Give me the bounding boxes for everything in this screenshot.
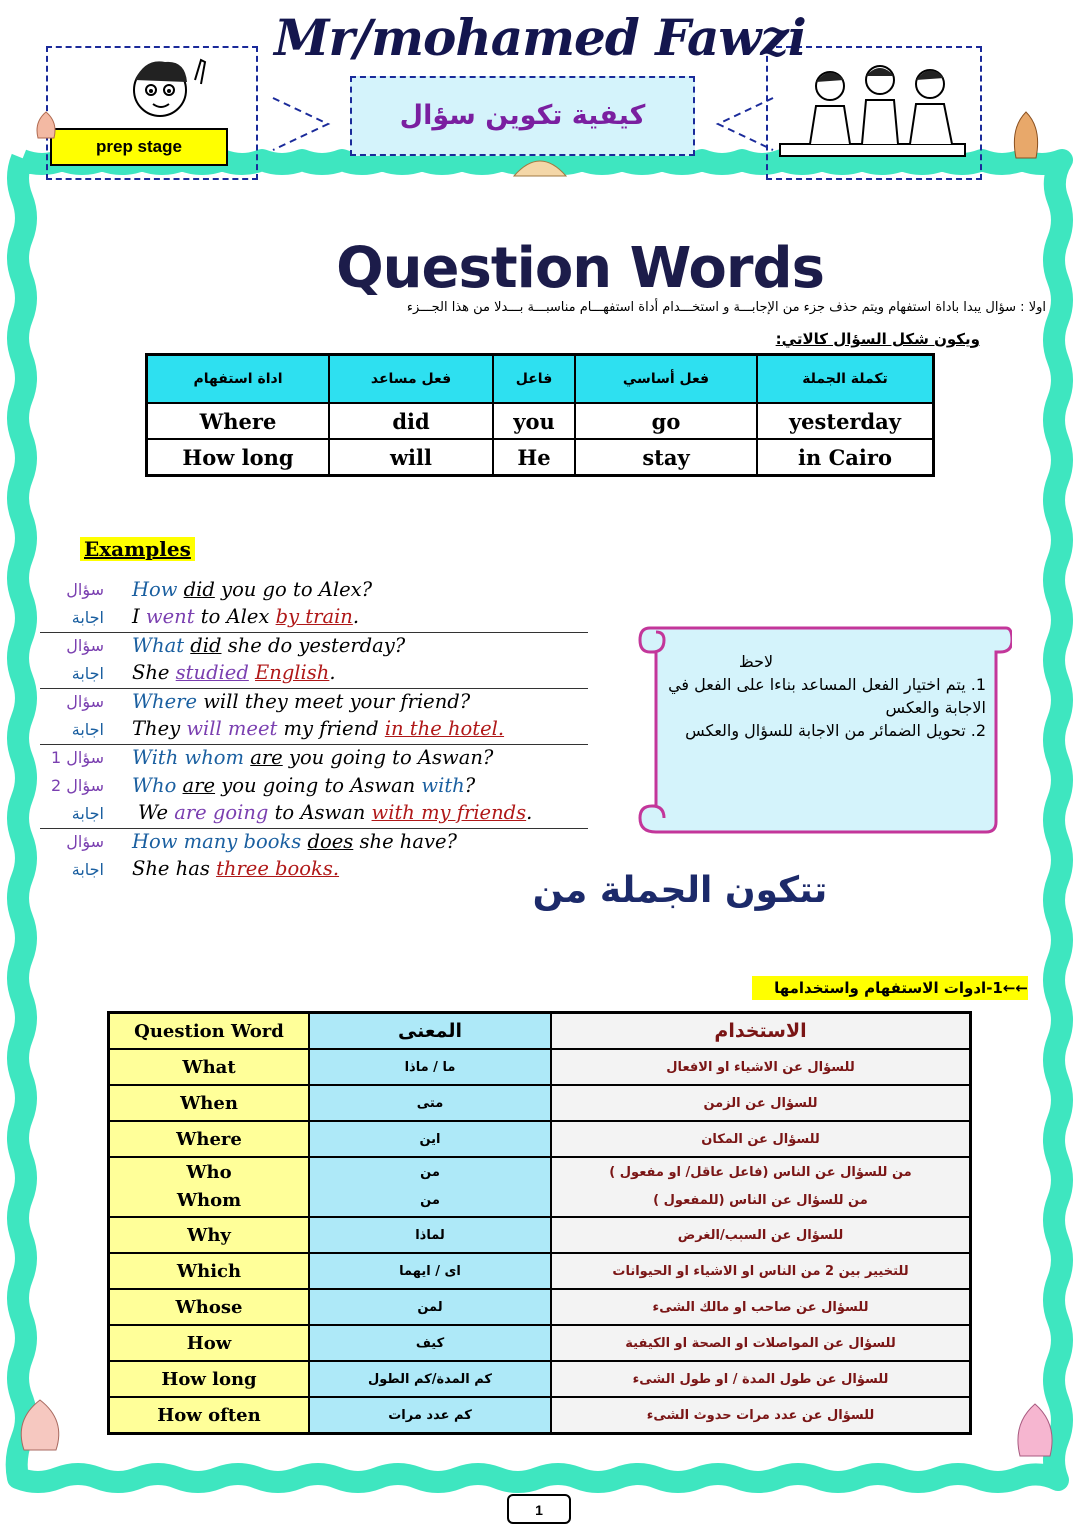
divider <box>40 632 588 633</box>
main-title: Question Words <box>336 236 824 301</box>
verb: went <box>145 605 195 628</box>
arrows-right-icon <box>698 88 778 160</box>
seashell-icon <box>32 110 60 142</box>
meaning-cell <box>309 1157 551 1217</box>
table-row <box>109 1289 971 1325</box>
stage-badge: prep stage <box>50 128 228 166</box>
usage-who: من للسؤال عن الناس (فاعل عاقل/ او مفعول ) <box>609 1165 912 1180</box>
table-row <box>109 1049 971 1085</box>
seashell-icon <box>510 150 570 180</box>
aux: are <box>182 774 216 797</box>
meaning-whom: من <box>420 1193 440 1208</box>
meaning-cell: لماذا <box>309 1217 551 1253</box>
wh-word: How <box>132 578 178 601</box>
cell: yesterday <box>757 403 934 439</box>
question-tag: سؤال <box>66 636 104 655</box>
answer-tag: اجابة <box>71 720 104 739</box>
aux: does <box>307 830 354 853</box>
usage-cell: للسؤال عن المكان <box>551 1121 971 1157</box>
meaning-cell: اين <box>309 1121 551 1157</box>
example-answer <box>132 717 504 740</box>
answer-tag: اجابة <box>71 860 104 879</box>
table-row <box>109 1217 971 1253</box>
word-whom: Whom <box>176 1190 242 1211</box>
example-answer <box>138 801 532 824</box>
meaning-cell: اى / ايهما <box>309 1253 551 1289</box>
aux: did <box>190 634 222 657</box>
answer-part: three books. <box>216 857 340 880</box>
wh-word: Who <box>132 774 177 797</box>
sentence-structure-table <box>145 353 935 477</box>
header-question-word: Question Word <box>109 1013 310 1050</box>
cell: in Cairo <box>757 439 934 476</box>
meaning-who: من <box>420 1165 440 1180</box>
rest: she do yesterday? <box>227 634 406 657</box>
seashell-icon <box>10 1396 70 1456</box>
aux: are <box>250 746 283 769</box>
example-question <box>132 830 457 853</box>
table-row <box>147 439 934 476</box>
meaning-cell: لمن <box>309 1289 551 1325</box>
header-helping-verb: فعل مساعد <box>329 355 493 404</box>
word-cell: Which <box>109 1253 310 1289</box>
note-text <box>646 650 986 742</box>
punct: . <box>329 661 336 684</box>
example-answer <box>132 661 336 684</box>
question-tag: سؤال <box>66 832 104 851</box>
subj: I <box>132 605 140 628</box>
sentence-consists-heading: تتكون الجملة من <box>532 870 828 911</box>
question-tag: سؤال <box>66 580 104 599</box>
answer-tag: اجابة <box>71 804 104 823</box>
rest: you going to Aswan? <box>288 746 494 769</box>
header-meaning: المعنى <box>309 1013 551 1050</box>
note-item-2: 2. تحويل الضمائر من الاجابة للسؤال والعكس <box>685 721 986 740</box>
subj: They <box>132 717 181 740</box>
verb: studied <box>175 661 249 684</box>
usage-cell: للتخيير بين 2 من الناس او الاشياء او الحيوانات <box>551 1253 971 1289</box>
punct: . <box>352 605 360 628</box>
rest: to Alex <box>200 605 270 628</box>
divider <box>40 744 588 745</box>
rest: will they meet your friend? <box>203 690 471 713</box>
punct: ? <box>464 774 476 797</box>
word-cell: How <box>109 1325 310 1361</box>
examples-label: Examples <box>80 537 195 561</box>
example-answer <box>132 605 359 628</box>
word-cell: Whose <box>109 1289 310 1325</box>
table-row <box>109 1397 971 1434</box>
cell: go <box>575 403 757 439</box>
example-question <box>132 634 405 657</box>
header-usage: الاستخدام <box>551 1013 971 1050</box>
lesson-title: كيفية تكوين سؤال <box>350 76 695 156</box>
table-row <box>109 1325 971 1361</box>
usage-whom: من للسؤال عن الناس (للمفعول ) <box>653 1193 868 1208</box>
subj: We <box>138 801 168 824</box>
cell: Where <box>147 403 330 439</box>
punct: . <box>526 801 533 824</box>
cell: stay <box>575 439 757 476</box>
table-row <box>109 1253 971 1289</box>
answer-part: English <box>255 661 330 684</box>
students-illustration-icon <box>770 56 975 176</box>
subj: She <box>132 661 170 684</box>
divider <box>40 688 588 689</box>
word-cell: What <box>109 1049 310 1085</box>
header-main-verb: فعل أساسي <box>575 355 757 404</box>
cell: you <box>493 403 575 439</box>
word-cell: Where <box>109 1121 310 1157</box>
header-subject: فاعل <box>493 355 575 404</box>
verb: are going <box>174 801 269 824</box>
rest: you go to Alex? <box>221 578 373 601</box>
usage-cell: للسؤال عن الزمن <box>551 1085 971 1121</box>
usage-cell: للسؤال عن عدد مرات حدوث الشىء <box>551 1397 971 1434</box>
intro-line-1: اولا : سؤال يبدا باداة استفهام ويتم حذف جزء من الإجابـــة و استخـــدام أداة استفهـــام مناسبـــة بـــدلا من هذا الجـــزء <box>406 300 1046 315</box>
seashell-icon <box>1010 1400 1060 1460</box>
question-words-table <box>107 1011 972 1435</box>
prep: with <box>421 774 465 797</box>
answer-part: by train <box>275 605 353 628</box>
answer-tag: اجابة <box>71 608 104 627</box>
usage-cell: للسؤال عن الاشياء او الافعال <box>551 1049 971 1085</box>
cell: He <box>493 439 575 476</box>
meaning-cell: كم المدة/كم الطول <box>309 1361 551 1397</box>
header-question-word: اداة استفهام <box>147 355 330 404</box>
note-item-1: 1. يتم اختيار الفعل المساعد بناءا على الفعل في الاجابة والعكس <box>668 675 986 717</box>
cell: will <box>329 439 493 476</box>
meaning-cell: كيف <box>309 1325 551 1361</box>
table-row <box>109 1157 971 1217</box>
wh-word: What <box>132 634 185 657</box>
boy-cartoon-icon <box>105 50 215 130</box>
example-question <box>132 690 470 713</box>
word-cell <box>109 1157 310 1217</box>
author-name: Mr/mohamed Fawzi <box>274 8 806 67</box>
example-question <box>132 774 475 797</box>
verb: will meet <box>186 717 278 740</box>
arrows-left-icon <box>268 88 348 160</box>
seashell-icon <box>1008 110 1044 162</box>
meaning-cell: متى <box>309 1085 551 1121</box>
header-complement: تكملة الجملة <box>757 355 934 404</box>
cell: did <box>329 403 493 439</box>
answer-tag: اجابة <box>71 664 104 683</box>
table-row <box>109 1085 971 1121</box>
word-cell: Why <box>109 1217 310 1253</box>
intro-line-2: ويكون شكل السؤال كالاتي: <box>775 330 980 348</box>
subj-verb: She has <box>132 857 210 880</box>
table-row <box>109 1361 971 1397</box>
question-tag: سؤال <box>66 692 104 711</box>
table-row <box>147 403 934 439</box>
answer-part: in the hotel. <box>384 717 505 740</box>
usage-cell <box>551 1157 971 1217</box>
wh-word: With whom <box>132 746 245 769</box>
usage-cell: للسؤال عن طول المدة / او طول الشىء <box>551 1361 971 1397</box>
meaning-cell: كم عدد مرات <box>309 1397 551 1434</box>
usage-cell: للسؤال عن السبب/الغرض <box>551 1217 971 1253</box>
rest: you going to Aswan <box>221 774 416 797</box>
word-who: Who <box>186 1162 232 1183</box>
rest: she have? <box>359 830 457 853</box>
rest: to Aswan <box>274 801 366 824</box>
word-cell: How long <box>109 1361 310 1397</box>
example-question <box>132 746 493 769</box>
page-number: 1 <box>507 1494 571 1524</box>
usage-cell: للسؤال عن صاحب او مالك الشىء <box>551 1289 971 1325</box>
question-tag: سؤال 1 <box>50 748 104 767</box>
divider <box>40 828 588 829</box>
usage-cell: للسؤال عن المواصلات او الصحة او الكيفية <box>551 1325 971 1361</box>
wh-word: Where <box>132 690 198 713</box>
meaning-cell: ما / ماذا <box>309 1049 551 1085</box>
table-row <box>109 1121 971 1157</box>
word-cell: How often <box>109 1397 310 1434</box>
answer-part: with my friends <box>371 801 527 824</box>
word-cell: When <box>109 1085 310 1121</box>
note-title: لاحظ <box>738 652 774 671</box>
question-tag: سؤال 2 <box>50 776 104 795</box>
example-answer <box>132 857 339 880</box>
cell: How long <box>147 439 330 476</box>
example-question <box>132 578 372 601</box>
rest: my friend <box>283 717 379 740</box>
aux: did <box>183 578 215 601</box>
wh-word: How many books <box>132 830 302 853</box>
question-tools-heading: ←←1-ادوات الاستفهام واستخدامها <box>752 976 1028 1000</box>
